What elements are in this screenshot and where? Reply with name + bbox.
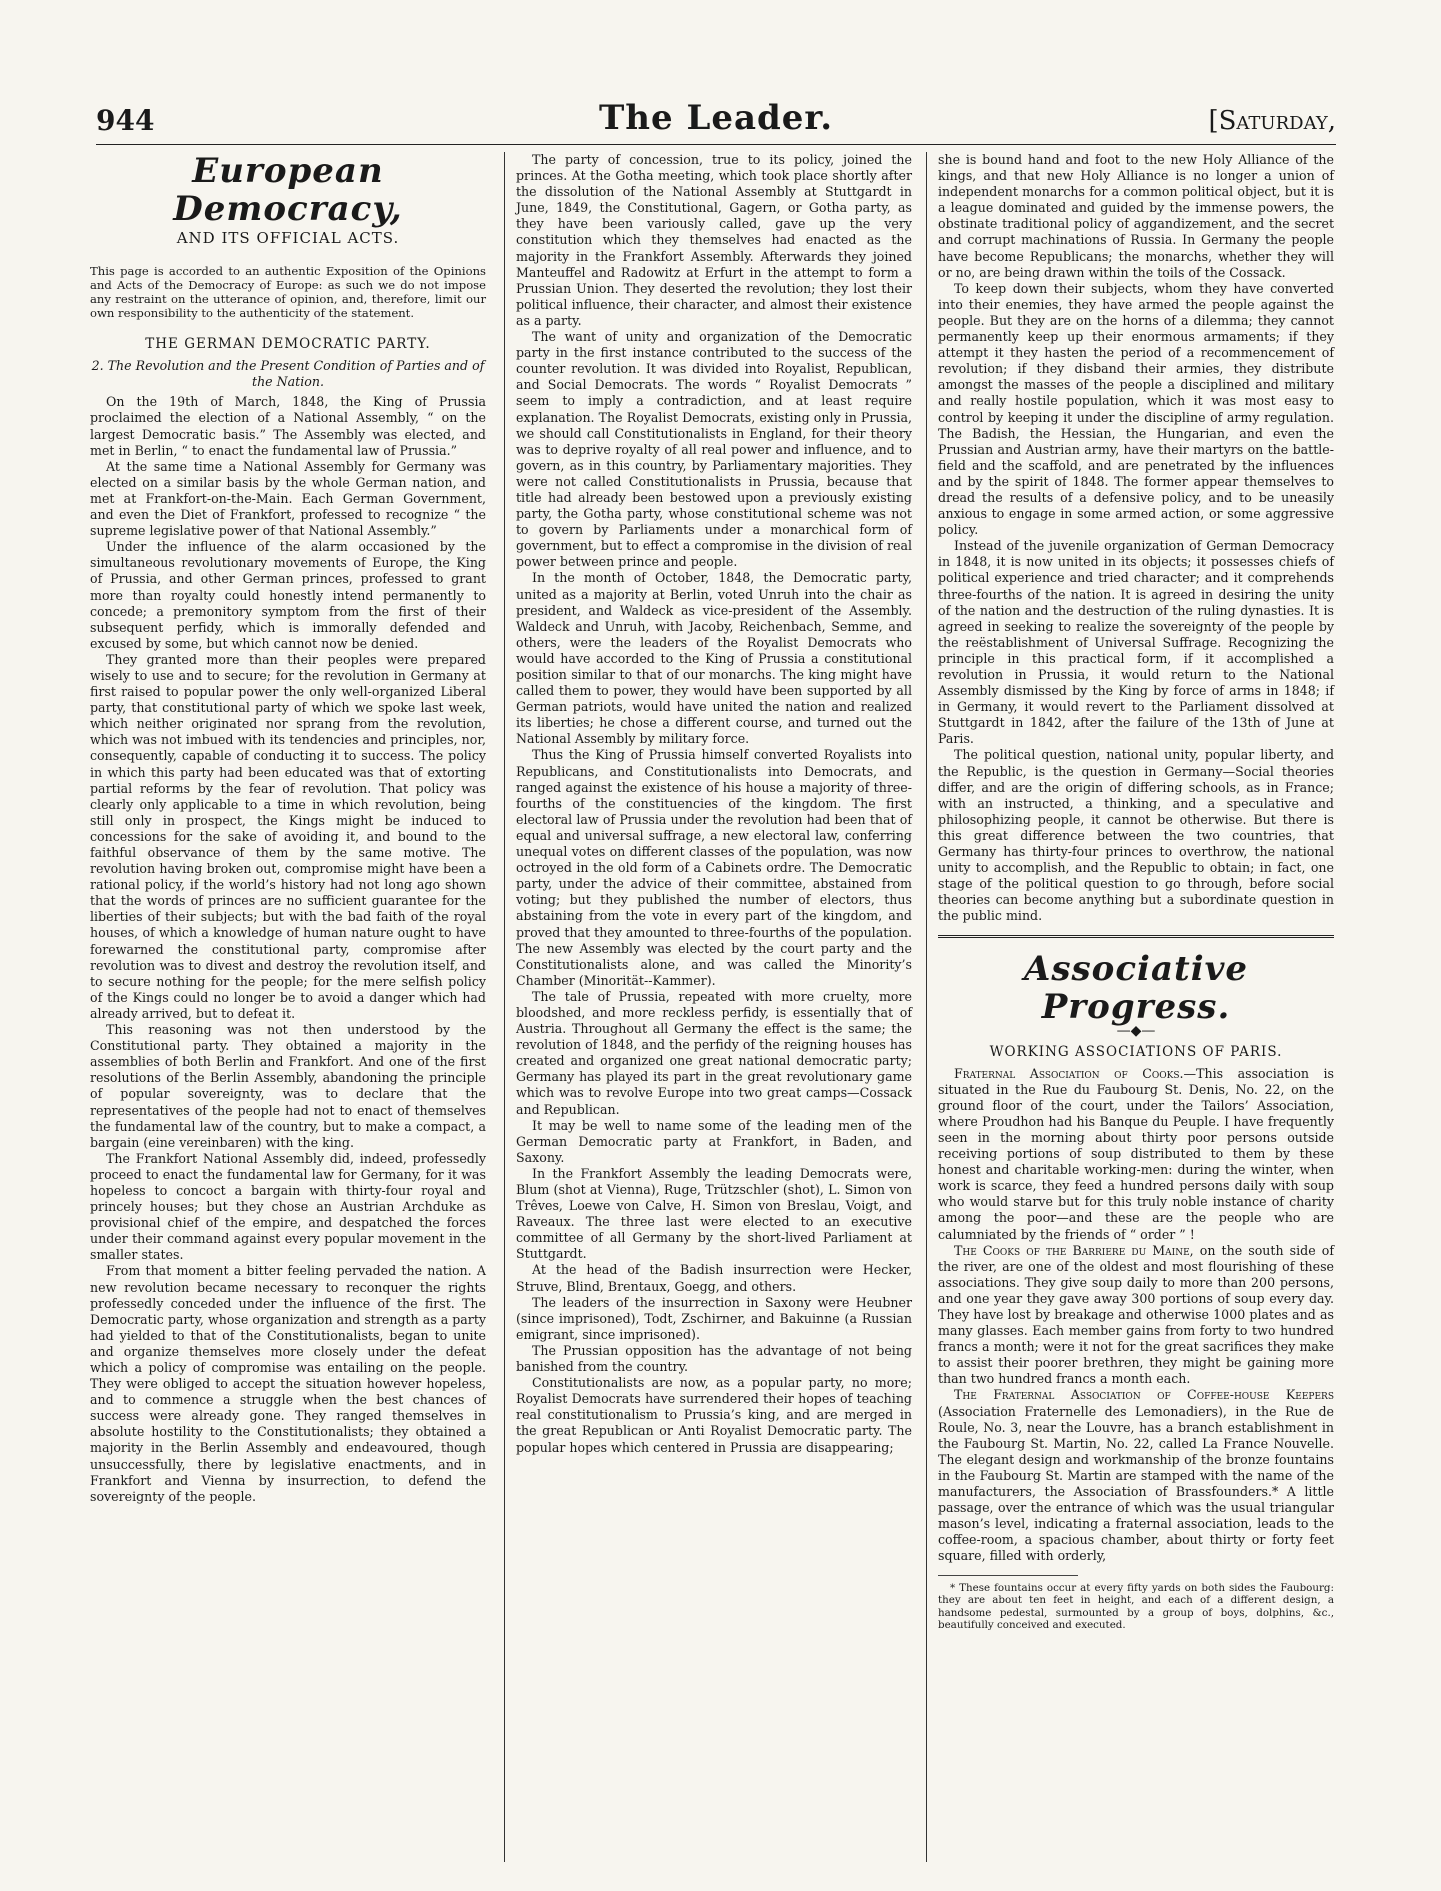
paragraph: Constitutionalists are now, as a popular party, no more; Royalist Democrats have surrendered their hopes of teaching real constitutionalism to Prussia’s king, and are merged in the great Republican or Anti Royalist Democratic party. The popular hopes which centered in Prussia are disappearing; bbox=[516, 1375, 912, 1455]
paragraph: The political question, national unity, popular liberty, and the Republic, is the question in Germany—Social theories differ, and are the origin of differing schools, as in France; with an instructed, a thinking, and a speculative and philosophizing people, it cannot be otherwise. But there is this great difference between the two countries, that Germany has thirty-four princes to overthrow, the national unity to accomplish, and the Republic to obtain; in fact, one stage of the political question to go through, before social theories can become anything but a subordinate question in the public mind. bbox=[938, 747, 1334, 924]
section-divider bbox=[938, 935, 1334, 938]
paragraph: The Prussian opposition has the advantage of not being banished from the country. bbox=[516, 1342, 912, 1375]
footnote-rule bbox=[938, 1575, 1078, 1576]
paragraph bbox=[938, 1066, 1334, 1243]
paragraph: The leaders of the insurrection in Saxony were Heubner (since imprisoned), Todt, Zschirner, and Bakuinne (a Russian emigrant, since imprisoned). bbox=[516, 1294, 912, 1342]
paragraph: The party of concession, true to its policy, joined the princes. At the Gotha meeting, which took place shortly after the dissolution of the National Assembly at Stuttgardt in June, 1849, the Constitutional, Gagern, or Gotha party, as they have been variously called, gave up the very constitution which they themselves had enacted as the majority in the Frankfort Assembly. Afterwards they joined Manteuffel and Radowitz at Erfurt in the attempt to form a Prussian Union. They deserted the revolution; they lost their political influence, their character, and almost their existence as a party. bbox=[516, 152, 912, 328]
paragraph: In the month of October, 1848, the Democratic party, united as a majority at Berlin, voted Unruh into the chair as president, and Waldeck as vice-president of the Assembly. Waldeck and Unruh, with Jacoby, Reichenbach, Semme, and others, were the leaders of the Royalist Democrats who would have accorded to the King of Prussia a constitutional position similar to that of our monarchs. The king might have called them to power, they would have been supported by all German patriots, would have united the nation and realized its liberties; he chose a different course, and turned out the National Assembly by military force. bbox=[516, 570, 912, 747]
section-subtitle: AND ITS OFFICIAL ACTS. bbox=[176, 229, 400, 247]
article-subheading: 2. The Revolution and the Present Condition of Parties and of the Nation. bbox=[91, 358, 485, 390]
column-2 bbox=[516, 152, 912, 1456]
column-rule bbox=[504, 152, 505, 1862]
issue-day: [Saturday, bbox=[1208, 106, 1336, 136]
paragraph: Instead of the juvenile organization of German Democracy in 1848, it is now united in its objects; it possesses chiefs of political experience and tried character; and it comprehends three-fourths of the nation. It is agreed in desiring the unity of the nation and the destruction of the ruling dynasties. It is agreed in seeking to realize the sovereignty of the people by the reëstablishment of Universal Suffrage. Recognizing the principle in this practical form, if it accomplished a revolution in Prussia, it would return to the National Assembly dismissed by the King by force of arms in 1848; if in Germany, it would revert to the Parliament dissolved at Stuttgardt in 1842, after the failure of the 13th of June at Paris. bbox=[938, 538, 1334, 747]
paragraph: From that moment a bitter feeling pervaded the nation. A new revolution became necessary to reconquer the rights professedly conceded under the influence of the first. The Democratic party, whose organization and strength as a party had yielded to that of the Constitutionalists, began to unite and organize themselves more closely under the defeat which a policy of compromise was entailing on the people. They were obliged to accept the situation however hopeless, and to commence a struggle when the best chances of success were already gone. They ranged themselves in absolute hostility to the Constitutionalists; they obtained a majority in the Berlin Assembly and endeavoured, though unsuccessfully, there by legislative enactments, and in Frankfort and Vienna by insurrection, to defend the sovereignty of the people. bbox=[90, 1263, 486, 1504]
paragraph-lead: Fraternal Association of Cooks. bbox=[954, 1065, 1184, 1081]
paragraph: The want of unity and organization of the Democratic party in the first instance contributed to the success of the counter revolution. It was divided into Royalist, Republican, and Social Democrats. The words “ Royalist Democrats ” seem to imply a contradiction, and at least require explanation. The Royalist Democrats, existing only in Prussia, we should call Constitutionalists in England, for their theory was to deprive royalty of all real power and influence, and to govern, as in this country, by Parliamentary majorities. They were not called Constitutionalists in Prussia, because that title had already been bestowed upon a previously existing party, the Gotha party, whose constitutional scheme was not to govern by Parliaments under a monarchical form of government, but to effect a compromise in the division of real power between prince and people. bbox=[516, 329, 912, 570]
article-heading: THE GERMAN DEMOCRATIC PARTY. bbox=[145, 336, 431, 353]
paragraph-body: (Association Fraternelle des Lemonadiers), in the Rue de Roule, No. 3, near the Louvre, has a branch establishment in the Faubourg St. Martin, No. 22, called La France Nouvelle. The elegant design and workmanship of the bronze fountains in the Faubourg St. Martin are stamped with the name of the manufacturers, the Association of Brassfounders.* A little passage, over the entrance of which was the usual triangular mason’s level, indicating a fraternal association, leads to the coffee-room, a spacious chamber, about thirty or forty feet square, filled with orderly, bbox=[938, 1403, 1334, 1564]
paragraph: she is bound hand and foot to the new Holy Alliance of the kings, and that new Holy Alliance is no longer a union of independent monarchs for a common political object, but it is a league dominated and guided by the immense powers, the obstinate traditional policy of aggandizement, and the secret and corrupt machinations of Russia. In Germany the people have become Republicans; the monarchs, whether they will or no, are being drawn within the toils of the Cossack. bbox=[938, 152, 1334, 280]
masthead bbox=[96, 98, 1336, 145]
paragraph bbox=[938, 1243, 1334, 1388]
paragraph: Thus the King of Prussia himself converted Royalists into Republicans, and Constitutionalists into Democrats, and ranged against the existence of his house a majority of three-fourths of the constituencies of the kingdom. The first electoral law of Prussia under the revolution had been that of equal and universal suffrage, a new electoral law, conferring unequal votes on different classes of the population, was now octroyed in the old form of a Cabinets ordre. The Democratic party, under the advice of their committee, abstained from voting; but they published the number of electors, thus abstaining from the vote in every part of the kingdom, and proved that they amounted to three-fourths of the population. The new Assembly was elected by the court party and the Constitutionalists alone, and was called the Minority’s Chamber (Minorität--Kammer). bbox=[516, 747, 912, 988]
page-number: 944 bbox=[96, 104, 155, 137]
paragraph-lead: The Cooks of the Barriere du Maine, bbox=[954, 1242, 1194, 1258]
editorial-note: This page is accorded to an authentic Exposition of the Opinions and Acts of the Democracy of Europe: as such we do not impose any restraint on the utterance of opinion, and, therefore, limit our own responsibility to the authenticity of the statement. bbox=[90, 264, 486, 321]
paragraph: Under the influence of the alarm occasioned by the simultaneous revolutionary movements of Europe, the King of Prussia, and other German princes, professed to grant more than royalty could honestly intend permanently to concede; a premonitory symptom from the first of their subsequent perfidy, which is immorally defended and excused by some, but which cannot now be denied. bbox=[90, 539, 486, 651]
paragraph: The Frankfort National Assembly did, indeed, professedly proceed to enact the fundamental law for Germany, for it was hopeless to concoct a bargain with thirty-four royal and princely houses; but they chose an Austrian Archduke as provisional chief of the empire, and despatched the forces under their command against every popular movement in the smaller states. bbox=[90, 1150, 486, 1263]
column-3 bbox=[938, 152, 1334, 1632]
paragraph-lead: The Fraternal Association of Coffee-house Keepers bbox=[954, 1387, 1334, 1403]
paragraph: At the same time a National Assembly for Germany was elected on a similar basis by the whole German nation, and met at Frankfort-on-the-Main. Each German Government, and even the Diet of Frankfort, professed to recognize “ the supreme legislative power of that National Assembly.” bbox=[90, 458, 486, 539]
paragraph: In the Frankfort Assembly the leading Democrats were, Blum (shot at Vienna), Ruge, Trützschler (shot), L. Simon von Trêves, Loewe von Calve, H. Simon von Breslau, Voigt, and Raveaux. The three last were elected to an executive committee of all Germany by the short-lived Parliament at Stuttgardt. bbox=[516, 1165, 912, 1262]
paragraph: It may be well to name some of the leading men of the German Democratic party at Frankfort, in Baden, and Saxony. bbox=[516, 1117, 912, 1165]
paper-title: The Leader. bbox=[598, 98, 834, 138]
ornament-divider-icon: —◆— bbox=[1116, 1022, 1156, 1039]
column-rule bbox=[926, 152, 927, 1862]
paragraph: To keep down their subjects, whom they have converted into their enemies, they have armed the people against the people. But they are on the horns of a dilemma; they cannot permanently keep up their enormous armaments; if they attempt it they hasten the period of a recommencement of revolution; if they disband their armies, they distribute amongst the masses of the people a disciplined and military and really hostile population, which it was most easy to control by keeping it under the discipline of army regulation. The Badish, the Hessian, the Hungarian, and even the Prussian and Austrian army, have their martyrs on the battle-field and the scaffold, and are penetrated by the influences and by the spirit of 1848. The former appear themselves to dread the results of a defensive policy, and to be uneasily anxious to engage in some armed action, or some aggressive policy. bbox=[938, 280, 1334, 538]
paragraph: At the head of the Badish insurrection were Hecker, Struve, Blind, Brentaux, Goegg, and others. bbox=[516, 1262, 912, 1294]
paragraph: The tale of Prussia, repeated with more cruelty, more bloodshed, and more reckless perfidy, is essentially that of Austria. Throughout all Germany the effect is the same; the revolution of 1848, and the perfidy of the reigning houses has created and organized one great national democratic party; Germany has played its part in the great revolutionary game which was to revolve Europe into two great camps—Cossack and Republican. bbox=[516, 988, 912, 1117]
paragraph-body: —This association is situated in the Rue du Faubourg St. Denis, No. 22, on the ground floor of the court, under the Tailors’ Association, where Proudhon had his Banque du Peuple. I have frequently seen in the morning about thirty poor persons outside receiving portions of soup distributed to them by these honest and charitable working-men: during the winter, when work is scarce, they feed a hundred persons daily with soup who would starve but for this truly noble instance of charity among the poor—and these are the people who are calumniated by the friends of “ order ” ! bbox=[938, 1065, 1334, 1242]
paragraph: This reasoning was not then understood by the Constitutional party. They obtained a majority in the assemblies of both Berlin and Frankfort. And one of the first resolutions of the Berlin Assembly, abandoning the principle of popular sovereignty, was to declare that the representatives of the people had not to enact of themselves the fundamental law of the country, but to make a compact, a bargain (eine vereinbaren) with the king. bbox=[90, 1022, 486, 1150]
paragraph-body: on the south side of the river, are one of the oldest and most flourishing of these associations. They give soup daily to more than 200 persons, and one year they gave away 300 portions of soup every day. They have lost by breakage and otherwise 1000 plates and as many glasses. Each member gains from forty to two hundred francs a month; were it not for the great sacrifices they make to assist their poorer brethren, they might be gaining more than two hundred francs a month each. bbox=[938, 1242, 1334, 1387]
paragraph bbox=[938, 1387, 1334, 1564]
paragraph: On the 19th of March, 1848, the King of Prussia proclaimed the election of a National Assembly, “ on the largest Democratic basis.” The Assembly was elected, and met in Berlin, “ to enact the fundamental law of Prussia.” bbox=[90, 394, 486, 458]
footnote: * These fountains occur at every fifty yards on both sides the Faubourg: they are about ten feet in height, and each of a different design, a handsome pedestal, surmounted by a group of boys, dolphins, &c., beautifully conceived and executed. bbox=[938, 1581, 1334, 1631]
column-1 bbox=[90, 152, 486, 1505]
article-heading: WORKING ASSOCIATIONS OF PARIS. bbox=[989, 1043, 1283, 1060]
paragraph: They granted more than their peoples were prepared wisely to use and to secure; for the revolution in Germany at first raised to popular power the only well-organized Liberal party, that constitutional party of which we spoke last week, which neither originated nor sprang from the revolution, which was not imbued with its tendencies and principles, nor, consequently, capable of conducting it to success. The policy in which this party had been educated was that of extorting partial reforms by the fear of revolution. That policy was clearly only applicable to a time in which revolution, being still only in prospect, the Kings might be induced to concessions for the sake of avoiding it, and bound to the faithful observance of them by the same motive. The revolution having broken out, compromise might have been a rational policy, if the world’s history had not long ago shown that the words of princes are no sufficient guarantee for the liberties of their subjects; but with the bad faith of the royal houses, of which a knowledge of human nature ought to have forewarned the constitutional party, compromise after revolution was to divest and destroy the revolution itself, and to secure nothing for the people; for the mere selfish policy of the Kings could no longer be to avoid a danger which had already arrived, but to defeat it. bbox=[90, 651, 486, 1021]
section-title: European Democracy, bbox=[173, 151, 403, 229]
section-title-associative: Associative Progress. bbox=[1024, 948, 1248, 1027]
